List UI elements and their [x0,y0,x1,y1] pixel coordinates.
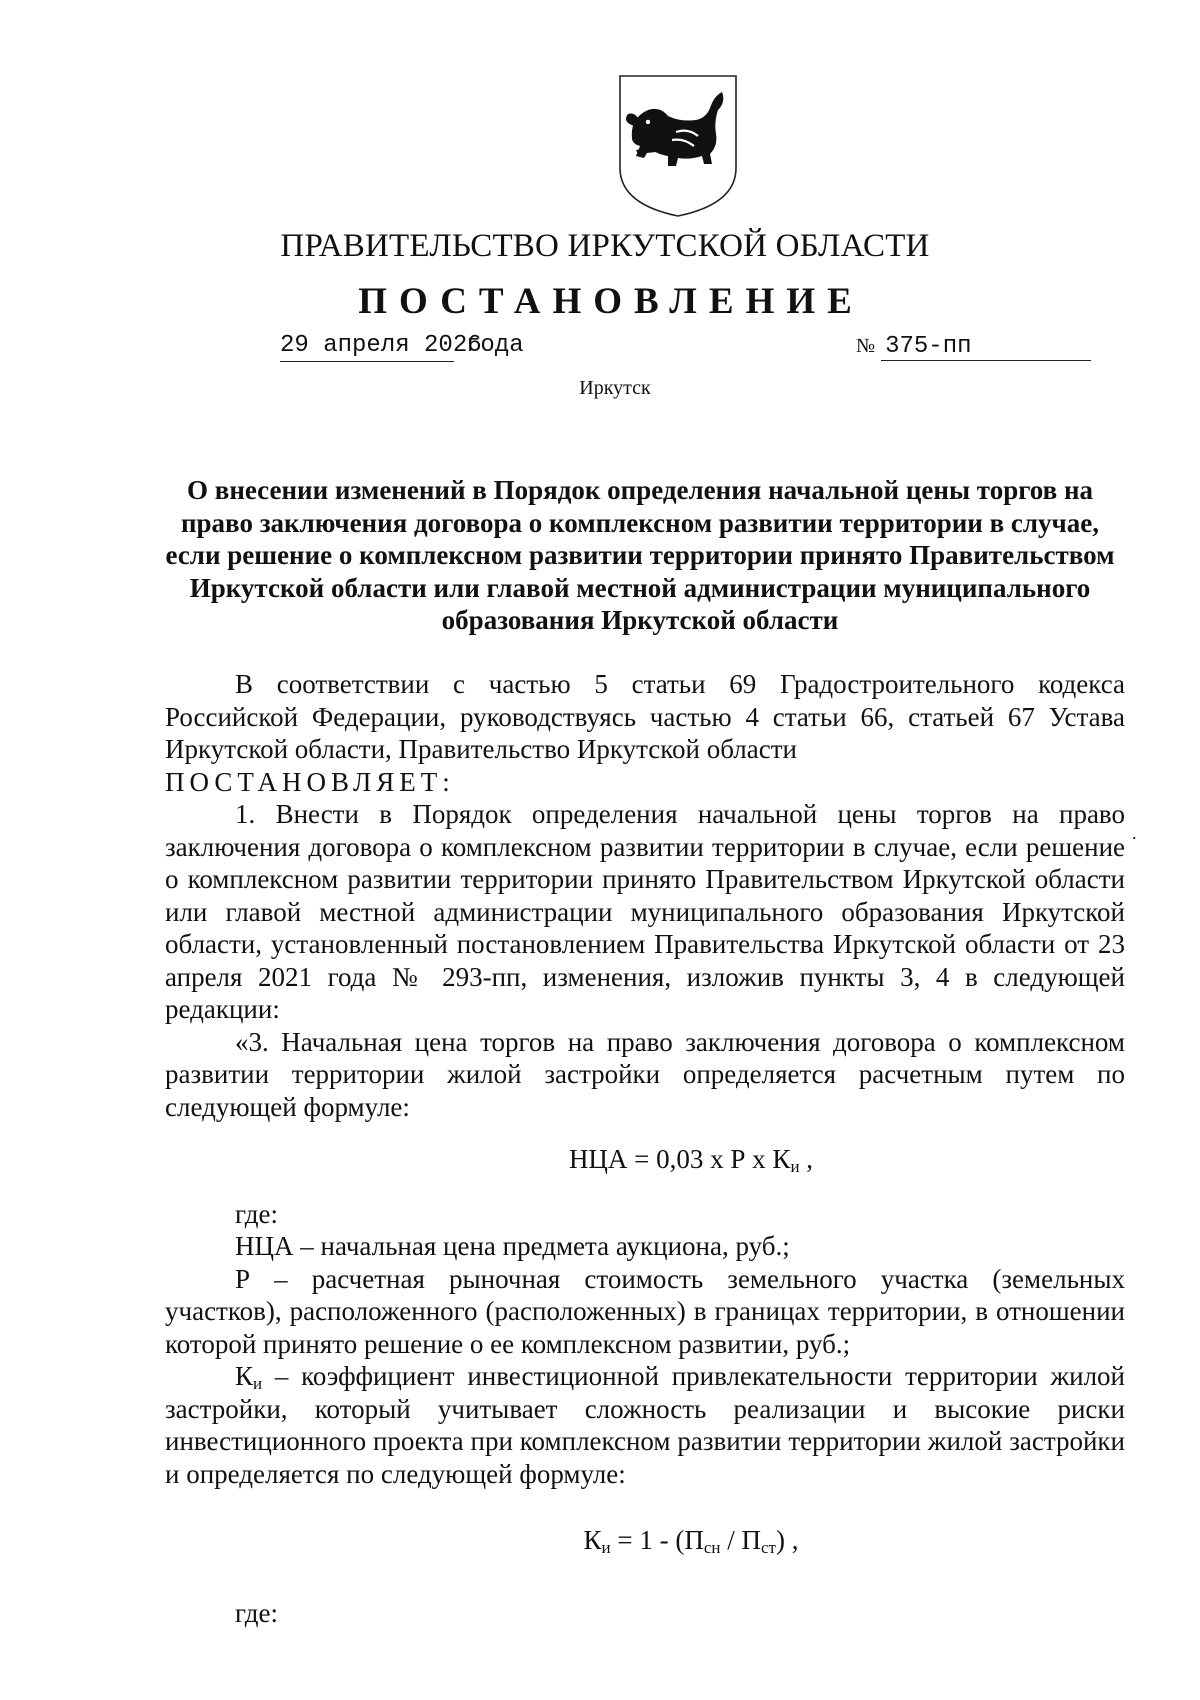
document-kind: ПОСТАНОВЛЕНИЕ [358,281,864,322]
definition-ki-symbol: К [235,1361,254,1391]
formula-ki-sub2: ст [761,1538,776,1557]
formula-ki-mid: = 1 - (П [610,1525,704,1555]
formula-nca-sub: и [790,1157,800,1176]
formula-ki-slash: / П [720,1525,761,1555]
formula-ki-k: К [583,1525,602,1555]
definition-nca: НЦА – начальная цена предмета аукциона, руб.; [235,1231,790,1261]
formula-ki-sub1: сн [703,1538,721,1557]
document-date: 29 апреля 2026 [280,332,454,362]
definition-p: Р – расчетная рыночная стоимость земельного участка (земельных участков), расположенного (расположенных) в границах территории, в отношении которой принято решение о ее комплексном развитии, руб.; [165,1263,1125,1359]
formula-ki [165,1524,1125,1557]
margin-mark: . [1132,823,1137,843]
definition-ki-text: – коэффициент инвестиционной привлекательности территории жилой застройки, который учитывает сложность реализации и высокие риски инвестиционного проекта при комплексном развитии территории жилой застройки и определяется по следующей формуле: [165,1361,1125,1489]
irkutsk-coat-of-arms-icon [614,72,742,220]
item-1-paragraph: 1. Внести в Порядок определения начальной цены торгов на право заключения договора о комплексном развитии территории в случае, если решение о комплексном развитии территории принято Правительством Иркутской области или главой местной администрации муниципального образования Иркутской области, установленный постановлением Правительства Иркутской области от 23 апреля 2021 года № 293-пп, изменения, изложив пункты 3, 4 в следующей редакции: [165,799,1125,1024]
number-sign: № [856,335,876,357]
preamble-paragraph: В соответствии с частью 5 статьи 69 Градостроительного кодекса Российской Федерации, руководствуясь частью 4 статьи 66, статьей 67 Устава Иркутской области, Правительство Иркутской области [165,669,1125,764]
definition-ki [165,1360,1125,1490]
resolve-heading: ПОСТАНОВЛЯЕТ: [165,766,455,797]
formula-ki-k-sub: и [601,1538,611,1557]
where-label: где: [235,1198,278,1229]
formula-nca-tail: , [799,1144,814,1174]
document-number: 375-пп [881,333,1091,361]
document-body [165,668,1125,1629]
document-date-word: года [466,332,524,359]
formula-nca [165,1143,1125,1176]
government-name: ПРАВИТЕЛЬСТВО ИРКУТСКОЙ ОБЛАСТИ [280,228,930,264]
where-label-2: где: [235,1597,278,1628]
formula-nca-main: НЦА = 0,03 х Р х К [568,1144,791,1174]
document-number-block [856,332,1091,361]
item-3-paragraph: «3. Начальная цена торгов на право заключения договора о комплексном развитии территории жилой застройки определяется расчетным путем по следующей формуле: [165,1026,1125,1122]
document-title: О внесении изменений в Порядок определения начальной цены торгов на право заключения договора о комплексном развитии территории в случае, если решение о комплексном развитии территории принято Правительством Иркутской области или главой местной администрации муниципального образования Иркутской области [165,475,1115,635]
definition-ki-sub: и [253,1374,263,1393]
formula-ki-tail: ) , [775,1525,799,1555]
document-city: Иркутск [579,377,651,399]
